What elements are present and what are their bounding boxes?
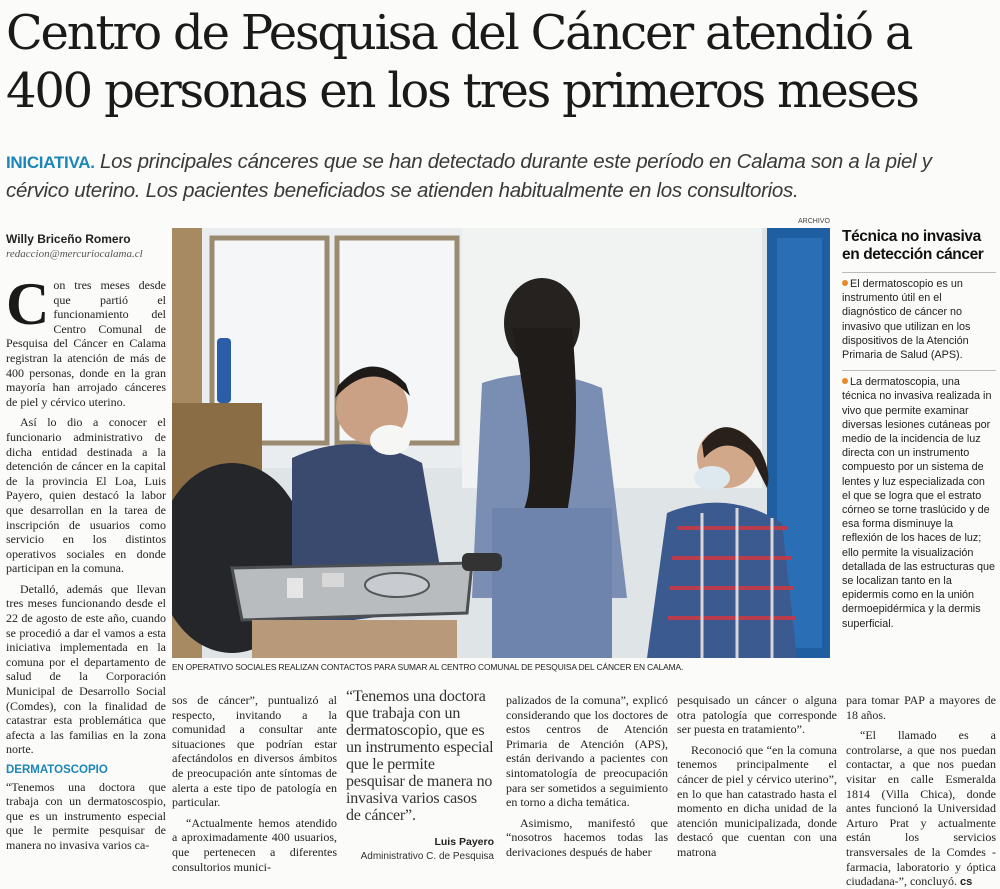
paragraph-7: palizados de la comuna”, explicó considerando que los doctores de estos centros de Atención Primaria de Atención (APS), están derivando a pacientes con sintomatología de preocupación para ser sometidos a seguimiento en torno a dicha temática. bbox=[506, 693, 668, 810]
pull-quote-text: “Tenemos una doctora que trabaja con un dermatoscopio, que es un instrumento especial que le permite pesquisar de manera no invasiva varios casos de cáncer”. bbox=[346, 688, 494, 824]
sidebar-item-1: El dermatoscopio es un instrumento útil en el diagnóstico de cáncer no invasivo que utilizan en los dispositivos de la Atención Primaria de Salud (APS). bbox=[842, 278, 971, 362]
paragraph-5: sos de cáncer”, puntualizó al respecto, invitando a la comunidad a consultar ante situaciones que podrían estar afectándolos en diversos ámbitos de preocupación ante síntomas de alerta a este tipo de patología en particular. bbox=[172, 693, 337, 810]
sidebar-title: Técnica no invasiva en detección cáncer bbox=[842, 228, 984, 263]
photo-caption: EN OPERATIVO SOCIALES REALIZAN CONTACTOS PARA SUMAR AL CENTRO COMUNAL DE PESQUISA DEL CÁNCER EN CALAMA. bbox=[172, 662, 684, 672]
paragraph-6: “Actualmente hemos atendido a aproximadamente 400 usuarios, que pertenecen a diferentes consultorios munici- bbox=[172, 815, 337, 874]
paragraph-4: “Tenemos una doctora que trabaja con un dermatoscospio, que es un instrumento especial que le permite pesquisar de manera no invasiva varios ca- bbox=[6, 779, 166, 852]
article-column-5 bbox=[846, 693, 996, 889]
drop-cap: C bbox=[6, 271, 50, 337]
byline bbox=[6, 232, 166, 260]
subhead-dermatoscopio: DERMATOSCOPIO bbox=[6, 764, 108, 776]
paragraph-1: on tres meses desde que partió el funcionamiento del Centro Comunal de Pesquisa del Cáncer en Calama registran la atención de más de 400 personas, donde en la gran mayoría han arrojado cánceres de piel y cérvico uterino. bbox=[6, 278, 166, 409]
bullet-dot-icon bbox=[842, 378, 848, 384]
deck-kicker: INICIATIVA. bbox=[6, 153, 95, 172]
paragraph-9: pesquisado un cáncer o alguna otra patología que corresponde ser puesta en tratamiento”. bbox=[677, 693, 837, 737]
sidebar-divider bbox=[842, 272, 996, 273]
headline-line-2: 400 personas en los tres primeros meses bbox=[6, 63, 918, 119]
sidebar-box bbox=[842, 228, 996, 631]
paragraph-12: “El llamado es a controlarse, a que nos puedan contactar, a que nos puedan visitar en calle Esmeralda 1814 (Villa Chica), donde antes funcionó la Universidad Arturo Prat y actualmente están los servicios transversales de la Comdes - farmacia, laboratorio y óptica ciudadana-”, concluyó. bbox=[846, 728, 996, 889]
headline bbox=[6, 4, 996, 120]
deck bbox=[6, 148, 996, 205]
byline-email: redaccion@mercuriocalama.cl bbox=[6, 248, 143, 260]
photo-illustration bbox=[172, 228, 830, 658]
photo-credit: ARCHIVO bbox=[798, 218, 830, 225]
paragraph-8: Asimismo, manifestó que “nosotros hacemos todas las derivaciones después de haber bbox=[506, 815, 668, 859]
paragraph-2: Así lo dio a conocer el funcionario administrativo de dicha entidad destinada a la detención de cáncer en la capital de la provincia El Loa, Luis Payero, quien destacó la labor que desarrollan en la tarea de inscripción de usuarios como servicio en los distintos operativos sociales en donde participan en la comuna. bbox=[6, 415, 166, 576]
sidebar-item-2: La dermatoscopia, una técnica no invasiva realizada in vivo que permite examinar diversas lesiones cutáneas por medio de la incidencia de luz directa con un instrumento compuesto por un sistema de lentes y luz especializada con el que se logra que el estrato córneo se torne traslúcido y de esa forma disminuye la reflexión de los haces de luz; ello permite la visualización detallada de las estructuras que se localizan tanto en la epidermis como en la unión dermoepidérmica y la dermis superficial. bbox=[842, 376, 996, 630]
paragraph-10: Reconoció que “en la comuna tenemos principalmente el cáncer de piel y cérvico uterino”, en lo que han catastrado hasta el momento en dicha unidad de la atención municipalizada, donde destacó que cuentan con una matrona bbox=[677, 742, 837, 859]
end-mark: cs bbox=[959, 876, 973, 889]
sidebar-divider bbox=[842, 370, 996, 371]
pull-quote-role: Administrativo C. de Pesquisa bbox=[360, 851, 494, 862]
article-column-2 bbox=[172, 693, 337, 880]
pull-quote bbox=[346, 688, 494, 862]
news-photo bbox=[172, 228, 830, 658]
article-column-4 bbox=[677, 693, 837, 866]
deck-text: Los principales cánceres que se han detectado durante este período en Calama son a la piel y cérvico uterino. Los pacientes beneficiados se atienden habitualmente en los consultorios. bbox=[6, 150, 932, 202]
bullet-dot-icon bbox=[842, 280, 848, 286]
byline-author: Willy Briceño Romero bbox=[6, 232, 131, 246]
headline-line-1: Centro de Pesquisa del Cáncer atendió a bbox=[6, 5, 912, 61]
paragraph-11: para tomar PAP a mayores de 18 años. bbox=[846, 693, 996, 722]
article-column-1 bbox=[6, 271, 166, 859]
pull-quote-name: Luis Payero bbox=[434, 836, 494, 848]
paragraph-3: Detalló, además que llevan tres meses funcionando desde el 22 de agosto de este año, cuando se procedió a dar el vamos a esta iniciativa implementada en la comuna por el departamento de salud de la Corporación Municipal de Desarrollo Social (Comdes), con la finalidad de catastrar esta problemática que afecta a las familias en la zona norte. bbox=[6, 581, 166, 757]
article-column-3 bbox=[506, 693, 668, 866]
